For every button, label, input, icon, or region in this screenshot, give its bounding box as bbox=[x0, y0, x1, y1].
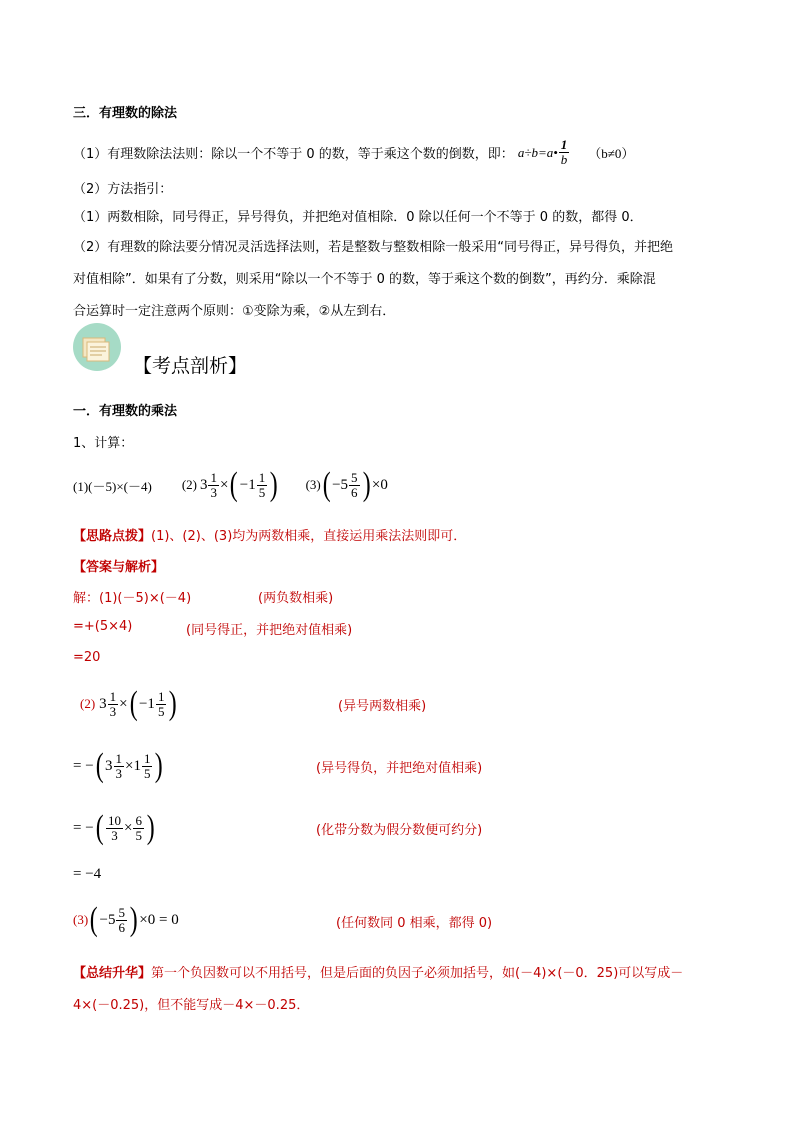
solution-2-note1: (异号两数相乘) bbox=[338, 699, 427, 714]
solution-2-label: (2) bbox=[80, 696, 96, 711]
fraction: $\frac{1}{5}$ bbox=[258, 469, 266, 500]
section-title-division: 三．有理数的除法 bbox=[73, 106, 178, 121]
solution-3-note: (任何数同 0 相乘，都得 0) bbox=[336, 916, 493, 931]
method-guide-1: （1）两数相除，同号得正，异号得负，并把绝对值相除．0 除以任何一个不等于 0 的数，都得 0． bbox=[73, 210, 643, 225]
fraction-numerator: 1 bbox=[560, 137, 568, 152]
banner-title: 【考点剖析】 bbox=[133, 355, 248, 377]
method-guide-label: （2）方法指引： bbox=[73, 182, 173, 197]
summary-text-1: 第一个负因数可以不用括号，但是后面的负因子必须加括号，如(－4)×(－0．25)可以写成－ bbox=[151, 966, 684, 981]
method-guide-2-line2: 对值相除”．如果有了分数，则采用“除以一个不等于 0 的数，等于乘这个数的倒数”，再约分．乘除混 bbox=[73, 272, 656, 287]
fraction-denominator: b bbox=[560, 152, 568, 167]
fraction: $\frac{1}{3}$ bbox=[210, 469, 217, 500]
solution-2-result: = −4 bbox=[73, 866, 102, 882]
division-rule-text: （1）有理数除法法则：除以一个不等于 0 的数，等于乘这个数的倒数，即： bbox=[73, 147, 514, 162]
question-problems: (1)(－5)×(－4) (2) 3 $\frac{1}{3}$ × ( −1 $\frac{1}{5}$ ) (3) ( −5 $\frac{5}{6}$ ) ×0 bbox=[73, 466, 388, 503]
solution-1-note2: (同号得正，并把绝对值相乘) bbox=[186, 623, 353, 638]
summary-line1 bbox=[73, 962, 683, 981]
solution-2-step2: = − ( 3 $\frac{1}{3}$ ×1 $\frac{1}{5}$ ) bbox=[73, 747, 164, 784]
fraction: $\frac{5}{6}$ bbox=[351, 469, 358, 500]
method-guide-2-line1: （2）有理数的除法要分情况灵活选择法则，若是整数与整数相除一般采用“同号得正，异号得负，并把绝 bbox=[73, 240, 674, 255]
question-label: 1、计算： bbox=[73, 436, 134, 451]
solution-2-step1: (2) 3 $\frac{1}{3}$ × ( −1 $\frac{1}{5}$ ) bbox=[80, 685, 178, 722]
problem-1: (1)(－5)×(－4) bbox=[73, 478, 152, 494]
solution-1-line2: =+(5×4) bbox=[73, 619, 133, 634]
division-rule-formula: a÷b=a• bbox=[517, 144, 558, 160]
notebook-icon bbox=[73, 323, 121, 371]
answer-tag: 【答案与解析】 bbox=[73, 560, 165, 575]
problem-2-label: (2) bbox=[181, 477, 197, 492]
summary-tag: 【总结升华】 bbox=[73, 966, 152, 981]
solution-2-note2: (异号得负，并把绝对值相乘) bbox=[316, 761, 483, 776]
solution-1-line1: 解：(1)(－5)×(－4) bbox=[73, 591, 192, 606]
hint-tag: 【思路点拨】 bbox=[73, 529, 152, 544]
solution-2-note3: (化带分数为假分数便可约分) bbox=[316, 823, 483, 838]
problem-3-label: (3) bbox=[305, 477, 321, 492]
division-rule-condition: （b≠0） bbox=[588, 146, 635, 161]
summary-line2: 4×(－0.25)，但不能写成－4×－0.25． bbox=[73, 998, 310, 1013]
division-rule-fraction bbox=[559, 138, 570, 167]
solution-3-step1: (3) ( −5 $\frac{5}{6}$ ) ×0 = 0 bbox=[73, 901, 179, 938]
section-title-multiplication: 一．有理数的乘法 bbox=[73, 404, 178, 419]
hint-line bbox=[73, 525, 466, 544]
method-guide-2-line3: 合运算时一定注意两个原则：①变除为乘，②从左到右． bbox=[73, 304, 396, 319]
solution-2-step3: = − ( $\frac{10}{3}$ × $\frac{6}{5}$ ) bbox=[73, 809, 155, 846]
division-rule bbox=[73, 138, 634, 167]
hint-text: (1)、(2)、(3)均为两数相乘，直接运用乘法法则即可． bbox=[151, 529, 467, 544]
solution-3-label: (3) bbox=[73, 912, 89, 927]
solution-1-result: =20 bbox=[73, 650, 101, 665]
solution-1-note1: (两负数相乘) bbox=[258, 591, 334, 606]
